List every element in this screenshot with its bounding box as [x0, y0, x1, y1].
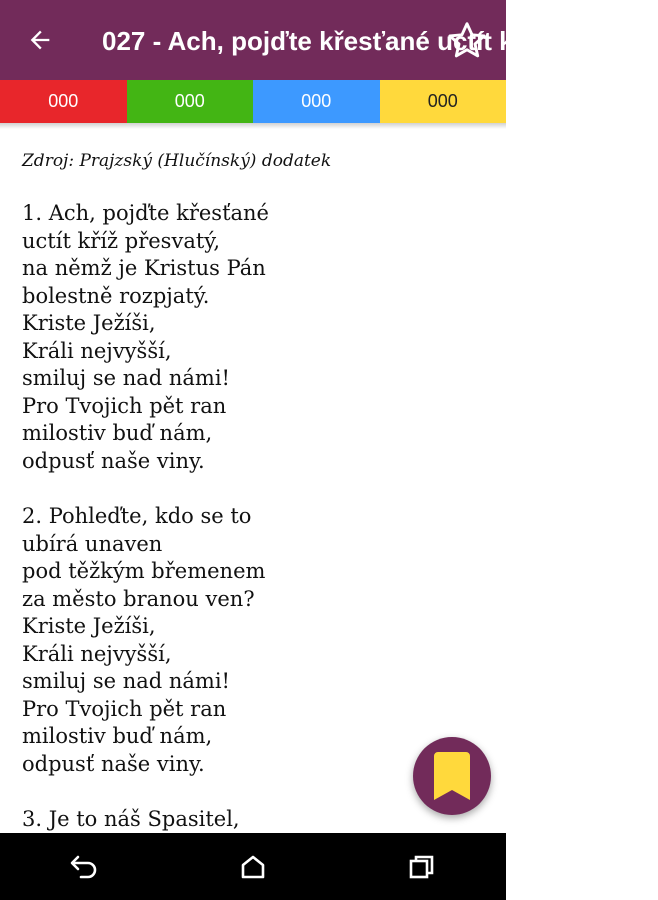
back-nav-icon: [69, 854, 99, 880]
bookmark-fab-button[interactable]: [413, 737, 491, 815]
verse-line: milostiv buď nám,: [22, 421, 213, 445]
nav-recents-button[interactable]: [392, 842, 452, 892]
verse-2: [22, 503, 492, 778]
favorite-button[interactable]: [444, 18, 490, 64]
verse-line: Králi nejvyšší,: [22, 338, 172, 363]
verse-line: Pro Tvojich pět ran: [22, 393, 227, 418]
verse-line: pod těžkým břemenem: [22, 559, 266, 583]
verse-line: Kriste Ježíši,: [22, 614, 156, 638]
verse-line: 3. Je to náš Spasitel,: [22, 807, 240, 831]
nav-home-button[interactable]: [223, 842, 283, 892]
verse-line: bolestně rozpjatý.: [22, 283, 210, 308]
verse-1: [22, 200, 492, 475]
verse-line: za město branou ven?: [22, 586, 255, 611]
song-source: Zdroj: Prajzský (Hlučínský) dodatek: [22, 151, 332, 171]
counter-red-button[interactable]: 000: [0, 80, 127, 123]
bookmark-icon: [434, 752, 470, 800]
app-bar: [0, 0, 658, 80]
verse-line: uctít kříž přesvatý,: [22, 228, 221, 253]
verse-3: [22, 806, 492, 834]
page-title: 027 - Ach, pojďte křesťané uctít kříž přesvatý: [102, 26, 658, 56]
counter-green-button[interactable]: 000: [127, 80, 254, 123]
verse-line: Pro Tvojich pět ran: [22, 696, 227, 721]
verse-line: ubírá unaven: [22, 531, 163, 556]
star-outline-icon: [445, 19, 489, 63]
verse-line: na němž je Kristus Pán: [22, 256, 266, 280]
verse-line: 1. Ach, pojďte křesťané: [22, 201, 269, 225]
verse-line: milostiv buď nám,: [22, 724, 213, 748]
verse-line: odpusť naše viny.: [22, 751, 205, 776]
verse-line: smiluj se nad námi!: [22, 366, 230, 390]
verse-line: 2. Pohleďte, kdo se to: [22, 504, 252, 528]
song-text[interactable]: [22, 150, 492, 832]
verse-line: odpusť naše viny.: [22, 448, 205, 473]
verse-line: Králi nejvyšší,: [22, 641, 172, 666]
verse-line: smiluj se nad námi!: [22, 669, 230, 693]
counter-yellow-button[interactable]: 000: [380, 80, 507, 123]
toolbar-shadow: [0, 123, 506, 129]
home-nav-icon: [239, 853, 267, 881]
counter-blue-button[interactable]: 000: [253, 80, 380, 123]
nav-back-button[interactable]: [54, 842, 114, 892]
recents-nav-icon: [408, 853, 436, 881]
verse-line: Kriste Ježíši,: [22, 311, 156, 335]
arrow-left-icon: [26, 26, 54, 54]
counter-bar: [0, 80, 506, 123]
back-button[interactable]: [18, 20, 62, 60]
system-nav-bar: [0, 833, 506, 900]
